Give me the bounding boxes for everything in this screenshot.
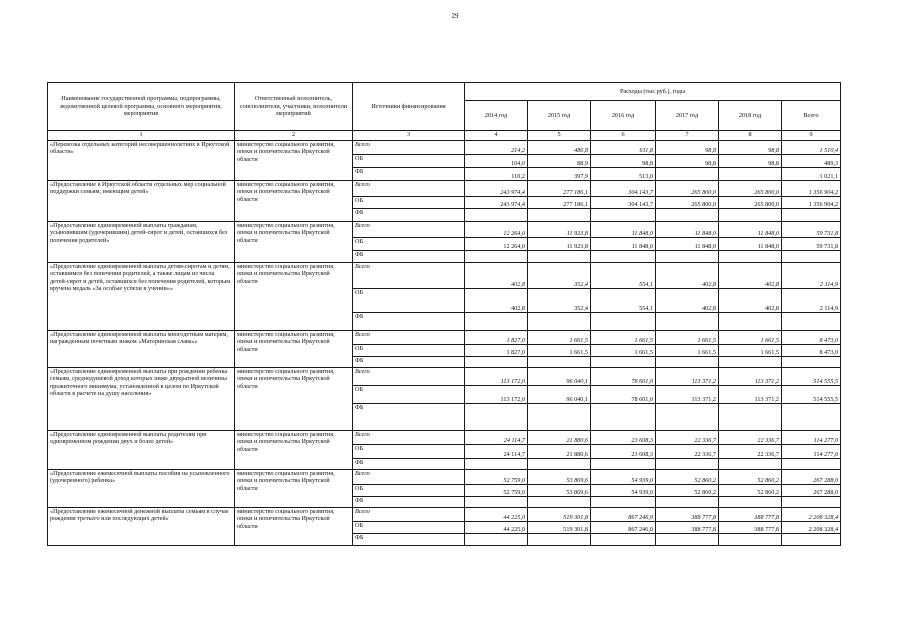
- funding-source: ФБ: [353, 534, 465, 546]
- expense-value: 11 848,0: [591, 238, 656, 251]
- expense-value: [465, 251, 528, 263]
- funding-source: ОБ: [353, 485, 465, 497]
- expense-value: [719, 534, 782, 546]
- expense-value: [465, 459, 528, 470]
- expense-value: 1 661,5: [719, 331, 782, 345]
- expense-value: 113 371,2: [719, 386, 782, 404]
- expense-value: 110,2: [465, 168, 528, 181]
- expense-value: [719, 313, 782, 331]
- expense-value: 2 114,9: [782, 289, 841, 313]
- funding-source: Всего: [353, 263, 465, 289]
- measure-name: «Предоставление единовременной выплаты детям-сиротам и детям, оставшимся без попечения родителей, а также лицам из числа детей-сирот и детей, оставшихся без попечения родителей, которым вручена медаль «За особые успехи в учении»»: [48, 263, 235, 331]
- expense-value: 11 848,0: [656, 222, 719, 238]
- table-row: [48, 181, 841, 197]
- measure-executor: министерство социального развития, опеки и попечительства Иркутской области: [235, 331, 353, 368]
- funding-source: Всего: [353, 431, 465, 445]
- expense-value: [528, 313, 591, 331]
- expense-value: [528, 497, 591, 508]
- expense-value: [782, 357, 841, 368]
- header-year: 2018 год: [719, 101, 782, 131]
- expense-value: [528, 251, 591, 263]
- measure-executor: министерство социального развития, опеки и попечительства Иркутской области: [235, 470, 353, 508]
- expense-value: 8 473,0: [782, 331, 841, 345]
- expense-value: [719, 251, 782, 263]
- expense-value: 52 860,2: [719, 485, 782, 497]
- funding-source: Всего: [353, 331, 465, 345]
- funding-source: Всего: [353, 181, 465, 197]
- expense-value: 277 186,1: [528, 197, 591, 209]
- measure-name: «Предоставление единовременной выплаты родителям при одновременном рождении двух и более детей»: [48, 431, 235, 470]
- expense-value: 1 827,0: [465, 331, 528, 345]
- expense-value: [528, 357, 591, 368]
- expense-value: 44 225,0: [465, 522, 528, 534]
- measure-executor: министерство социального развития, опеки и попечительства Иркутской области: [235, 263, 353, 331]
- expense-value: [719, 459, 782, 470]
- table-row: [48, 331, 841, 345]
- expense-value: 519 301,8: [528, 508, 591, 522]
- expense-value: [591, 534, 656, 546]
- expense-value: 1 661,5: [719, 345, 782, 357]
- expense-value: [656, 459, 719, 470]
- expense-value: [782, 534, 841, 546]
- expense-value: 1 356 904,2: [782, 181, 841, 197]
- expense-value: [782, 209, 841, 222]
- expense-value: 11 848,0: [719, 238, 782, 251]
- expense-value: 265 800,0: [656, 197, 719, 209]
- expense-value: [465, 209, 528, 222]
- expense-value: 52 759,0: [465, 485, 528, 497]
- column-number: 9: [782, 131, 841, 141]
- measure-executor: министерство социального развития, опеки и попечительства Иркутской области: [235, 222, 353, 263]
- expense-value: 388 777,8: [719, 508, 782, 522]
- funding-source: ФБ: [353, 459, 465, 470]
- expense-value: [528, 209, 591, 222]
- expense-value: 98,8: [719, 155, 782, 168]
- table-row: [48, 508, 841, 522]
- expense-value: 23 608,3: [591, 445, 656, 459]
- measure-name: «Предоставление ежемесячной денежной выплаты семьям в случае рождения третьего или последующих детей»: [48, 508, 235, 546]
- expense-value: 267 288,0: [782, 485, 841, 497]
- table-row: [48, 263, 841, 289]
- expense-value: 243 974,4: [465, 197, 528, 209]
- expense-value: [782, 404, 841, 431]
- expense-value: 88,9: [528, 155, 591, 168]
- expense-value: 22 336,7: [719, 431, 782, 445]
- expense-value: 22 336,7: [656, 445, 719, 459]
- measure-executor: министерство социального развития, опеки и попечительства Иркутской области: [235, 141, 353, 181]
- column-number: 7: [656, 131, 719, 141]
- expense-value: 1 661,5: [528, 331, 591, 345]
- expense-value: 98,8: [656, 155, 719, 168]
- expense-value: [656, 404, 719, 431]
- expense-value: 52 860,2: [656, 485, 719, 497]
- expense-value: [719, 168, 782, 181]
- expense-value: 22 336,7: [656, 431, 719, 445]
- expense-value: 12 264,0: [465, 222, 528, 238]
- expense-value: 113 371,2: [656, 368, 719, 386]
- funding-source: ФБ: [353, 209, 465, 222]
- expense-value: [782, 497, 841, 508]
- header-expenses: Расходы (тыс.руб.), годы: [465, 83, 841, 101]
- expense-value: 867 246,0: [591, 508, 656, 522]
- expense-value: 513,0: [591, 168, 656, 181]
- expense-value: 78 601,0: [591, 368, 656, 386]
- measure-executor: министерство социального развития, опеки и попечительства Иркутской области: [235, 431, 353, 470]
- expense-value: [782, 251, 841, 263]
- expense-value: 22 336,7: [719, 445, 782, 459]
- expense-value: [656, 357, 719, 368]
- header-year: 2015 год: [528, 101, 591, 131]
- expense-value: 23 608,3: [591, 431, 656, 445]
- page-number: 29: [451, 12, 459, 20]
- expense-value: 21 880,6: [528, 431, 591, 445]
- expense-value: 514 555,5: [782, 368, 841, 386]
- expense-value: 304 143,7: [591, 197, 656, 209]
- expense-value: 12 264,0: [465, 238, 528, 251]
- expense-value: [591, 209, 656, 222]
- header-year: 2014 год: [465, 101, 528, 131]
- table-row: [48, 470, 841, 485]
- expense-value: 267 288,0: [782, 470, 841, 485]
- expense-value: 78 601,0: [591, 386, 656, 404]
- table-row: [48, 368, 841, 386]
- funding-source: ОБ: [353, 238, 465, 251]
- measure-name: «Предоставление в Иркутской области отдельных мер социальной поддержки семьям, имеющим детей»: [48, 181, 235, 222]
- funding-source: Всего: [353, 470, 465, 485]
- header-executor: Ответственный исполнитель, соисполнители, участники, исполнители мероприятий: [235, 83, 353, 131]
- expense-value: 402,8: [656, 263, 719, 289]
- expense-value: 114 277,0: [782, 445, 841, 459]
- expense-value: 11 848,0: [591, 222, 656, 238]
- expense-value: [591, 357, 656, 368]
- expense-value: [656, 251, 719, 263]
- expense-value: [719, 497, 782, 508]
- expense-value: [591, 497, 656, 508]
- header-name: Наименование государственной программы, подпрограммы, ведомственной целевой программы, основного мероприятия, мероприятия: [48, 83, 235, 131]
- expense-value: 397,9: [528, 168, 591, 181]
- expense-value: 1 510,4: [782, 141, 841, 155]
- expense-value: 11 923,8: [528, 222, 591, 238]
- expense-value: 265 800,0: [719, 181, 782, 197]
- measure-name: «Перевозка отдельных категорий несовершеннолетних в Иркутской области»: [48, 141, 235, 181]
- expense-value: [465, 313, 528, 331]
- expense-value: 1 661,5: [528, 345, 591, 357]
- expense-value: 113 172,0: [465, 386, 528, 404]
- expense-value: 265 800,0: [656, 181, 719, 197]
- column-number: 4: [465, 131, 528, 141]
- expense-value: 98,8: [656, 141, 719, 155]
- table-row: [48, 431, 841, 445]
- expense-value: 98,8: [719, 141, 782, 155]
- table-row: [48, 141, 841, 155]
- column-number: 3: [353, 131, 465, 141]
- expense-value: [465, 404, 528, 431]
- expense-value: [656, 534, 719, 546]
- expense-value: 388 777,8: [719, 522, 782, 534]
- expense-value: 554,1: [591, 263, 656, 289]
- expense-value: 11 848,0: [719, 222, 782, 238]
- expense-value: 1 661,5: [591, 345, 656, 357]
- expense-value: 2 114,9: [782, 263, 841, 289]
- measure-executor: министерство социального развития, опеки и попечительства Иркутской области: [235, 181, 353, 222]
- expense-value: 402,8: [656, 289, 719, 313]
- expense-value: 114 277,0: [782, 431, 841, 445]
- funding-source: Всего: [353, 222, 465, 238]
- expense-value: 402,8: [465, 289, 528, 313]
- expense-value: [656, 168, 719, 181]
- funding-source: ФБ: [353, 497, 465, 508]
- measure-executor: министерство социального развития, опеки и попечительства Иркутской области: [235, 368, 353, 431]
- expense-value: 611,8: [591, 141, 656, 155]
- measure-name: «Предоставление единовременной выплаты при рождении ребенка семьям, среднедушевой доход которых ниже двукратной величины прожиточного минимума, установленной в целом по Иркутской области в расчете на душу населения»: [48, 368, 235, 431]
- expense-value: 8 473,0: [782, 345, 841, 357]
- column-number: 2: [235, 131, 353, 141]
- funding-source: Всего: [353, 368, 465, 386]
- expense-value: 1 827,0: [465, 345, 528, 357]
- expense-value: 11 923,8: [528, 238, 591, 251]
- expense-value: [465, 497, 528, 508]
- expense-value: 352,4: [528, 289, 591, 313]
- expense-value: 867 246,0: [591, 522, 656, 534]
- expense-value: 59 731,8: [782, 238, 841, 251]
- expense-value: [591, 251, 656, 263]
- expense-value: 24 114,7: [465, 431, 528, 445]
- header-year: Всего: [782, 101, 841, 131]
- expense-value: 519 301,8: [528, 522, 591, 534]
- expense-value: 52 759,0: [465, 470, 528, 485]
- expense-value: 96 040,1: [528, 368, 591, 386]
- expense-value: 277 186,1: [528, 181, 591, 197]
- expense-value: 1 356 904,2: [782, 197, 841, 209]
- expense-value: 1 661,5: [656, 331, 719, 345]
- expense-value: 402,8: [465, 263, 528, 289]
- measure-executor: министерство социального развития, опеки и попечительства Иркутской области: [235, 508, 353, 546]
- expense-value: 11 848,0: [656, 238, 719, 251]
- measure-name: «Предоставление единовременной выплаты гражданам, усыновившим (удочерившим) детей-сирот и детей, оставшихся без попечения родителей»: [48, 222, 235, 263]
- funding-source: ОБ: [353, 155, 465, 168]
- funding-source: ФБ: [353, 404, 465, 431]
- expense-value: 113 172,0: [465, 368, 528, 386]
- expense-value: 1 021,1: [782, 168, 841, 181]
- funding-source: Всего: [353, 141, 465, 155]
- column-number: 1: [48, 131, 235, 141]
- expense-value: 2 208 328,4: [782, 522, 841, 534]
- expense-value: [782, 313, 841, 331]
- funding-source: Всего: [353, 508, 465, 522]
- expense-value: [656, 497, 719, 508]
- table-row: [48, 222, 841, 238]
- expense-value: 486,8: [528, 141, 591, 155]
- expense-value: 554,1: [591, 289, 656, 313]
- expense-value: 53 869,6: [528, 485, 591, 497]
- expense-value: 104,0: [465, 155, 528, 168]
- column-number: 8: [719, 131, 782, 141]
- funding-source: ФБ: [353, 251, 465, 263]
- expense-value: 54 939,0: [591, 470, 656, 485]
- column-number: 6: [591, 131, 656, 141]
- expense-value: 59 731,8: [782, 222, 841, 238]
- funding-source: ФБ: [353, 357, 465, 368]
- expense-value: 243 974,4: [465, 181, 528, 197]
- measure-name: «Предоставление единовременной выплаты многодетным матерям, награжденным почетным знаком «Материнская слава»»: [48, 331, 235, 368]
- expense-value: [719, 209, 782, 222]
- expense-value: 54 939,0: [591, 485, 656, 497]
- expense-value: [719, 404, 782, 431]
- expense-value: [465, 534, 528, 546]
- expense-value: 96 040,1: [528, 386, 591, 404]
- expense-value: 1 661,5: [656, 345, 719, 357]
- expense-value: 2 208 328,4: [782, 508, 841, 522]
- funding-source: ОБ: [353, 345, 465, 357]
- expense-value: 98,8: [591, 155, 656, 168]
- expense-value: [528, 534, 591, 546]
- funding-source: ОБ: [353, 522, 465, 534]
- expense-value: 388 777,8: [656, 522, 719, 534]
- expense-value: [719, 357, 782, 368]
- expense-value: 388 777,8: [656, 508, 719, 522]
- expense-value: [656, 209, 719, 222]
- header-sources: Источники финансирования: [353, 83, 465, 131]
- expense-value: 1 661,5: [591, 331, 656, 345]
- funding-source: ОБ: [353, 386, 465, 404]
- expense-value: 514 555,5: [782, 386, 841, 404]
- expense-value: 24 114,7: [465, 445, 528, 459]
- expense-value: 113 371,2: [719, 368, 782, 386]
- expense-value: [782, 459, 841, 470]
- expense-value: 214,2: [465, 141, 528, 155]
- expense-value: 304 143,7: [591, 181, 656, 197]
- expense-value: 113 371,2: [656, 386, 719, 404]
- expense-value: [591, 313, 656, 331]
- expense-value: 402,8: [719, 263, 782, 289]
- expense-value: 53 869,6: [528, 470, 591, 485]
- header-year: 2016 год: [591, 101, 656, 131]
- expense-value: [528, 404, 591, 431]
- expense-value: 21 880,6: [528, 445, 591, 459]
- expenses-table: [47, 82, 841, 546]
- funding-source: ОБ: [353, 445, 465, 459]
- header-year: 2017 год: [656, 101, 719, 131]
- expense-value: [528, 459, 591, 470]
- expense-value: 52 860,2: [656, 470, 719, 485]
- funding-source: ФБ: [353, 313, 465, 331]
- expense-value: 402,8: [719, 289, 782, 313]
- funding-source: ОБ: [353, 289, 465, 313]
- expense-value: [591, 404, 656, 431]
- expense-value: 52 860,2: [719, 470, 782, 485]
- column-number: 5: [528, 131, 591, 141]
- expense-value: [465, 357, 528, 368]
- expense-value: [656, 313, 719, 331]
- expense-value: 489,3: [782, 155, 841, 168]
- funding-source: ФБ: [353, 168, 465, 181]
- expense-value: 352,4: [528, 263, 591, 289]
- expense-value: [591, 459, 656, 470]
- expense-value: 44 225,0: [465, 508, 528, 522]
- funding-source: ОБ: [353, 197, 465, 209]
- measure-name: «Предоставление ежемесячной выплаты пособия на усыновленного (удочеренного) ребенка»: [48, 470, 235, 508]
- expense-value: 265 800,0: [719, 197, 782, 209]
